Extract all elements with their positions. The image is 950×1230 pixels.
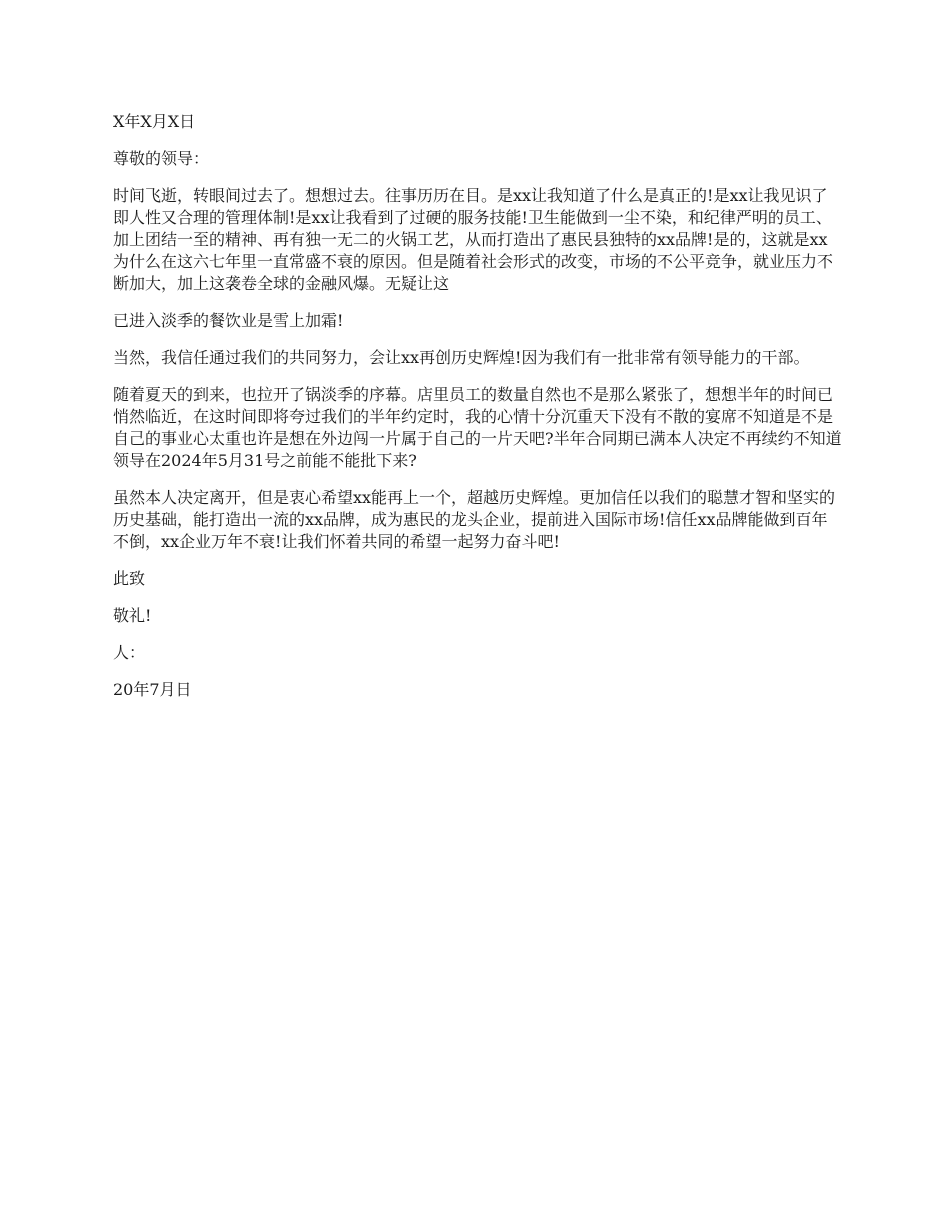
letter-salutation: 尊敬的领导： bbox=[113, 149, 210, 168]
letter-document bbox=[113, 111, 843, 716]
letter-closing-cizhi: 此致 bbox=[113, 569, 146, 588]
letter-sign-date: 20年7月日 bbox=[113, 680, 192, 699]
letter-closing-jingli: 敬礼! bbox=[113, 606, 152, 625]
letter-date: X年X月X日 bbox=[113, 112, 196, 131]
letter-paragraph: 已进入淡季的餐饮业是雪上加霜! bbox=[113, 311, 344, 330]
letter-paragraph: 时间飞逝，转眼间过去了。想想过去。往事历历在目。是xx让我知道了什么是真正的!是xx让我见识了即人性又合理的管理体制!是xx让我看到了过硬的服务技能!卫生能做到一尘不染，和纪律严明的员工、加上团结一至的精神、再有独一无二的火锅工艺，从而打造出了惠民县独特的xx品牌!是的，这就是xx为什么在这六七年里一直常盛不衰的原因。但是随着社会形式的改变，市场的不公平竞争，就业压力不断加大，加上这袭卷全球的金融风爆。无疑让这 bbox=[113, 186, 834, 293]
letter-signer: 人： bbox=[113, 643, 146, 662]
letter-paragraph: 当然，我信任通过我们的共同努力，会让xx再创历史辉煌!因为我们有一批非常有领导能力的干部。 bbox=[113, 348, 810, 367]
letter-paragraph: 虽然本人决定离开，但是衷心希望xx能再上一个，超越历史辉煌。更加信任以我们的聪慧才智和坚实的历史基础，能打造出一流的xx品牌，成为惠民的龙头企业，提前进入国际市场!信任xx品牌能做到百年不倒，xx企业万年不衰!让我们怀着共同的希望一起努力奋斗吧! bbox=[113, 488, 836, 551]
letter-paragraph: 随着夏天的到来，也拉开了锅淡季的序幕。店里员工的数量自然也不是那么紧张了，想想半年的时间已悄然临近，在这时间即将夸过我们的半年约定时，我的心情十分沉重天下没有不散的宴席不知道是不是自己的事业心太重也许是想在外边闯一片属于自己的一片天吧?半年合同期已满本人决定不再续约不知道领导在2024年5月31号之前能不能批下来? bbox=[113, 385, 842, 470]
